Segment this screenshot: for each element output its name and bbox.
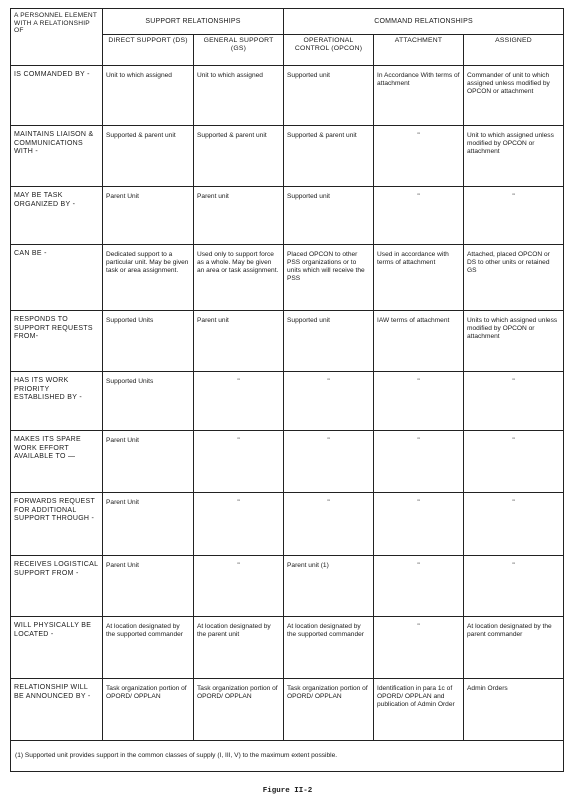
table-cell-direct-support: Supported & parent unit — [103, 126, 194, 187]
table-cell-assigned: Unit to which assigned unless modified by OPCON or attachment — [464, 126, 564, 187]
table-cell-attachment: Identification in para 1c of OPORD/ OPPLAN and publication of Admin Order — [374, 679, 464, 741]
table-cell-general-support: Supported & parent unit — [194, 126, 284, 187]
table-cell-general-support: Task organization portion of OPORD/ OPPLAN — [194, 679, 284, 741]
column-header-assigned: ASSIGNED — [464, 35, 564, 66]
table-row — [11, 245, 564, 311]
table-cell-operational-control: Supported unit — [284, 66, 374, 126]
table-cell-attachment: " — [374, 493, 464, 556]
figure-caption: Figure II-2 — [262, 787, 313, 795]
table-cell-attachment: " — [374, 187, 464, 245]
table-row — [11, 617, 564, 679]
table-row — [11, 311, 564, 372]
table-row — [11, 679, 564, 741]
table-cell-assigned: Attached, placed OPCON or DS to other units or retained GS — [464, 245, 564, 311]
table-cell-assigned: Commander of unit to which assigned unless modified by OPCON or attachment — [464, 66, 564, 126]
row-label: RELATIONSHIP WILL BE ANNOUNCED BY - — [11, 679, 103, 741]
column-header-direct-support: DIRECT SUPPORT (DS) — [103, 35, 194, 66]
row-label: RECEIVES LOGISTICAL SUPPORT FROM - — [11, 556, 103, 617]
table-cell-assigned: " — [464, 493, 564, 556]
table-cell-assigned: " — [464, 187, 564, 245]
table-cell-assigned: Admin Orders — [464, 679, 564, 741]
table-cell-operational-control: Task organization portion of OPORD/ OPPLAN — [284, 679, 374, 741]
table-cell-direct-support: Task organization portion of OPORD/ OPPLAN — [103, 679, 194, 741]
row-label: CAN BE - — [11, 245, 103, 311]
row-label: RESPONDS TO SUPPORT REQUESTS FROM- — [11, 311, 103, 372]
column-header-operational-control: OPERATIONAL CONTROL (OPCON) — [284, 35, 374, 66]
table-cell-direct-support: Parent Unit — [103, 556, 194, 617]
row-label: IS COMMANDED BY - — [11, 66, 103, 126]
table-cell-attachment: IAW terms of attachment — [374, 311, 464, 372]
footnote: (1) Supported unit provides support in the common classes of supply (I, III, V) to the maximum extent possible. — [11, 741, 564, 772]
table-cell-general-support: Unit to which assigned — [194, 66, 284, 126]
row-label: MAY BE TASK ORGANIZED BY - — [11, 187, 103, 245]
table-cell-assigned: At location designated by the parent commander — [464, 617, 564, 679]
table-cell-direct-support: Supported Units — [103, 311, 194, 372]
support-relationships-header: SUPPORT RELATIONSHIPS — [103, 9, 284, 35]
row-label: FORWARDS REQUEST FOR ADDITIONAL SUPPORT THROUGH - — [11, 493, 103, 556]
table-cell-operational-control: Supported unit — [284, 187, 374, 245]
table-cell-general-support: " — [194, 556, 284, 617]
relationships-figure — [10, 8, 563, 772]
table-cell-attachment: " — [374, 126, 464, 187]
table-cell-direct-support: At location designated by the supported commander — [103, 617, 194, 679]
table-row — [11, 126, 564, 187]
table-cell-direct-support: Unit to which assigned — [103, 66, 194, 126]
table-cell-operational-control: Supported & parent unit — [284, 126, 374, 187]
table-cell-operational-control: At location designated by the supported commander — [284, 617, 374, 679]
command-relationships-header: COMMAND RELATIONSHIPS — [284, 9, 564, 35]
table-cell-general-support: Used only to support force as a whole. May be given an area or task assignment. — [194, 245, 284, 311]
table-cell-direct-support: Parent Unit — [103, 431, 194, 493]
table-cell-attachment: " — [374, 556, 464, 617]
table-cell-direct-support: Parent Unit — [103, 493, 194, 556]
table-cell-general-support: Parent unit — [194, 311, 284, 372]
table-row — [11, 372, 564, 431]
table-cell-assigned: " — [464, 431, 564, 493]
relationships-table — [10, 8, 564, 772]
row-label: MAINTAINS LIAISON & COMMUNICATIONS WITH - — [11, 126, 103, 187]
table-cell-general-support: " — [194, 493, 284, 556]
table-cell-assigned: " — [464, 372, 564, 431]
table-cell-direct-support: Supported Units — [103, 372, 194, 431]
table-cell-operational-control: " — [284, 431, 374, 493]
table-cell-operational-control: Supported unit — [284, 311, 374, 372]
table-cell-assigned: Units to which assigned unless modified by OPCON or attachment — [464, 311, 564, 372]
table-cell-operational-control: " — [284, 493, 374, 556]
table-cell-general-support: At location designated by the parent unit — [194, 617, 284, 679]
row-label: HAS ITS WORK PRIORITY ESTABLISHED BY - — [11, 372, 103, 431]
table-cell-attachment: " — [374, 372, 464, 431]
table-cell-general-support: Parent unit — [194, 187, 284, 245]
table-cell-general-support: " — [194, 431, 284, 493]
table-row — [11, 187, 564, 245]
table-cell-general-support: " — [194, 372, 284, 431]
table-cell-direct-support: Parent Unit — [103, 187, 194, 245]
table-cell-operational-control: Placed OPCON to other PSS organizations or to units which will receive the PSS — [284, 245, 374, 311]
table-row — [11, 556, 564, 617]
table-cell-attachment: " — [374, 617, 464, 679]
corner-header: A PERSONNEL ELEMENT WITH A RELATIONSHIP OF — [11, 9, 103, 66]
table-row — [11, 66, 564, 126]
table-cell-direct-support: Dedicated support to a particular unit. May be given task or area assignment. — [103, 245, 194, 311]
table-cell-attachment: " — [374, 431, 464, 493]
row-label: WILL PHYSICALLY BE LOCATED - — [11, 617, 103, 679]
table-cell-attachment: Used in accordance with terms of attachment — [374, 245, 464, 311]
table-cell-operational-control: " — [284, 372, 374, 431]
column-header-attachment: ATTACHMENT — [374, 35, 464, 66]
table-cell-assigned: " — [464, 556, 564, 617]
table-row — [11, 493, 564, 556]
table-cell-attachment: In Accordance With terms of attachment — [374, 66, 464, 126]
column-header-general-support: GENERAL SUPPORT (GS) — [194, 35, 284, 66]
row-label: MAKES ITS SPARE WORK EFFORT AVAILABLE TO — — [11, 431, 103, 493]
table-row — [11, 431, 564, 493]
table-cell-operational-control: Parent unit (1) — [284, 556, 374, 617]
